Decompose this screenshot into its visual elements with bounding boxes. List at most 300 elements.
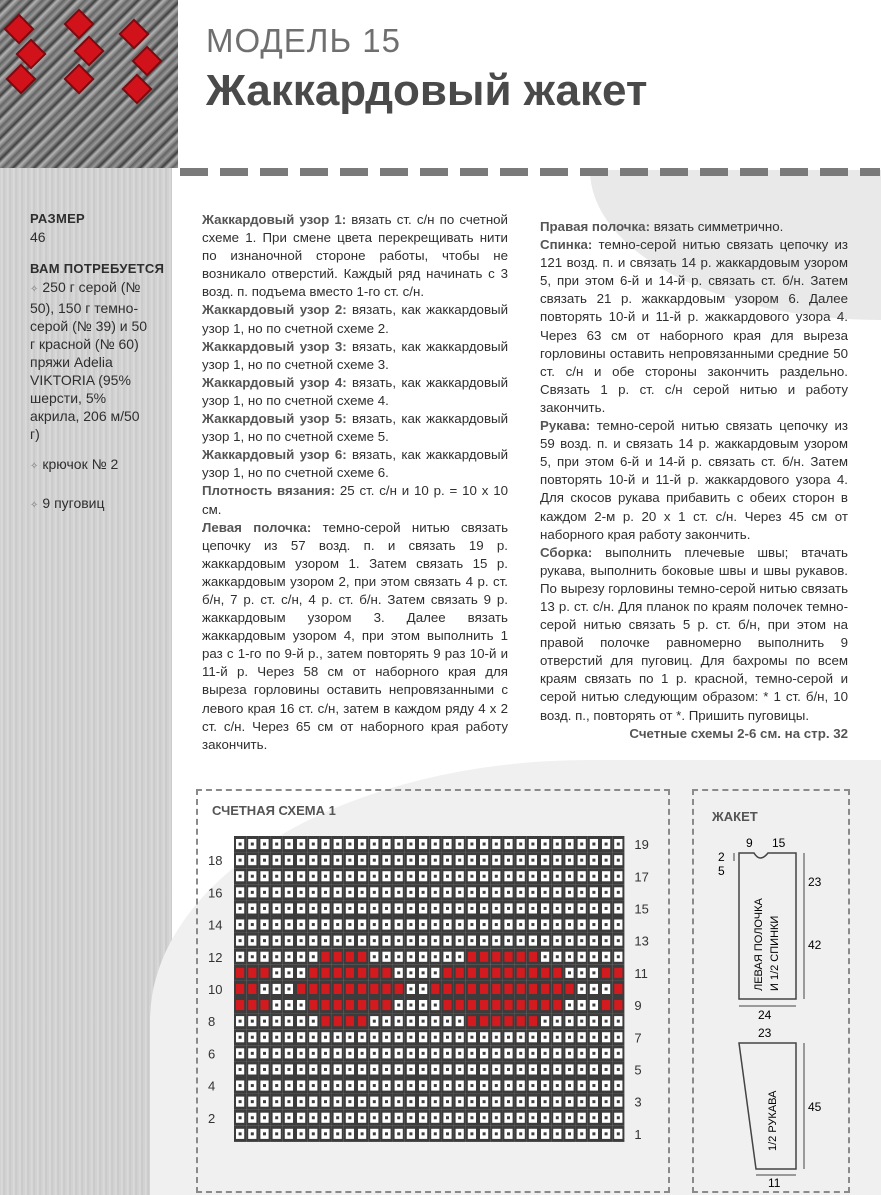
red-diamond-motif [121, 21, 146, 46]
stitch-cell [246, 1078, 258, 1094]
stitch-cell [466, 852, 478, 868]
stitch-cell [612, 949, 624, 965]
stitch-cell [246, 933, 258, 949]
stitch-cell [356, 884, 368, 900]
section-heading: Левая полочка: [202, 519, 312, 535]
stitch-cell [405, 1061, 417, 1077]
stitch-cell [502, 981, 514, 997]
stitch-cell [356, 1094, 368, 1110]
stitch-cell [527, 917, 539, 933]
stitch-cell [246, 981, 258, 997]
stitch-cell [563, 1078, 575, 1094]
stitch-cell [490, 1013, 502, 1029]
stitch-cell [429, 933, 441, 949]
stitch-cell [258, 1078, 270, 1094]
stitch-cell [502, 1126, 514, 1142]
stitch-cell [527, 1110, 539, 1126]
stitch-cell [551, 949, 563, 965]
row-number-label: 11 [634, 965, 648, 981]
stitch-cell [429, 1061, 441, 1077]
row-number-label: 4 [208, 1078, 216, 1094]
stitch-cell [344, 917, 356, 933]
stitch-cell [515, 981, 527, 997]
stitch-cell [576, 981, 588, 997]
stitch-cell [588, 900, 600, 916]
stitch-cell [429, 836, 441, 852]
stitch-cell [576, 1061, 588, 1077]
stitch-cell [356, 1029, 368, 1045]
stitch-cell [405, 949, 417, 965]
stitch-cell [405, 900, 417, 916]
stitch-cell [515, 917, 527, 933]
stitch-cell [271, 1029, 283, 1045]
stitch-cell [466, 1126, 478, 1142]
stitch-cell [576, 965, 588, 981]
stitch-cell [295, 933, 307, 949]
stitch-cell [527, 965, 539, 981]
stitch-cell [234, 1094, 246, 1110]
stitch-cell [588, 949, 600, 965]
stitch-cell [258, 836, 270, 852]
red-diamond-motif [6, 16, 31, 41]
stitch-cell [429, 1029, 441, 1045]
chart-title: СЧЕТНАЯ СХЕМА 1 [212, 803, 336, 818]
section-heading: Жаккардовый узор 3: [202, 338, 347, 354]
stitch-cell [417, 1029, 429, 1045]
stitch-cell [490, 1029, 502, 1045]
stitch-cell [356, 1078, 368, 1094]
stitch-cell [307, 900, 319, 916]
stitch-cell [466, 965, 478, 981]
stitch-cell [393, 900, 405, 916]
stitch-cell [405, 1094, 417, 1110]
red-diamond-motif [8, 66, 33, 91]
stitch-cell [405, 1029, 417, 1045]
stitch-cell [368, 1029, 380, 1045]
row-number-label: 17 [634, 869, 649, 885]
stitch-cell [319, 1013, 331, 1029]
stitch-cell [515, 965, 527, 981]
stitch-cell [393, 868, 405, 884]
stitch-cell [344, 1126, 356, 1142]
stitch-cell [234, 917, 246, 933]
stitch-cell [295, 1126, 307, 1142]
stitch-cell [344, 965, 356, 981]
stitch-cell [393, 1094, 405, 1110]
stitch-cell [454, 852, 466, 868]
stitch-cell [612, 884, 624, 900]
stitch-cell [563, 1061, 575, 1077]
stitch-cell [380, 949, 392, 965]
stitch-cell [527, 1029, 539, 1045]
model-number: МОДЕЛЬ 15 [206, 22, 401, 59]
stitch-cell [319, 836, 331, 852]
stitch-cell [551, 997, 563, 1013]
stitch-cell [344, 884, 356, 900]
stitch-cell [417, 997, 429, 1013]
stitch-cell [429, 1126, 441, 1142]
stitch-cell [344, 997, 356, 1013]
stitch-cell [515, 1078, 527, 1094]
stitch-cell [454, 1126, 466, 1142]
stitch-cell [588, 1126, 600, 1142]
stitch-cell [612, 1061, 624, 1077]
stitch-cell [478, 949, 490, 965]
stitch-cell [478, 1013, 490, 1029]
stitch-cell [295, 1110, 307, 1126]
stitch-cell [234, 933, 246, 949]
stitch-cell [307, 949, 319, 965]
stitch-cell [234, 1013, 246, 1029]
stitch-cell [246, 917, 258, 933]
stitch-cell [283, 868, 295, 884]
page-title: Жаккардовый жакет [206, 66, 648, 115]
stitch-cell [271, 949, 283, 965]
row-number-label: 8 [208, 1014, 216, 1030]
stitch-cell [612, 836, 624, 852]
stitch-cell [441, 852, 453, 868]
stitch-cell [527, 997, 539, 1013]
stitch-cell [551, 1045, 563, 1061]
stitch-cell [588, 852, 600, 868]
stitch-cell [515, 949, 527, 965]
stitch-cell [429, 884, 441, 900]
stitch-cell [295, 981, 307, 997]
stitch-cell [551, 1110, 563, 1126]
stitch-cell [539, 1126, 551, 1142]
stitch-cell [466, 900, 478, 916]
stitch-cell [502, 1029, 514, 1045]
stitch-cell [454, 949, 466, 965]
stitch-cell [393, 981, 405, 997]
stitch-cell [539, 852, 551, 868]
stitch-cell [490, 997, 502, 1013]
stitch-cell [600, 933, 612, 949]
schematic-title: ЖАКЕТ [712, 809, 758, 824]
material-text: 250 г серой (№ 50), 150 г темно-серой (№ 39) и 50 г красной (№ 60) пряжи Adelia VIKTORIA (95% шерсти, 5% акрила, 206 м/50 г) [30, 279, 148, 442]
stitch-cell [478, 981, 490, 997]
section-heading: Рукава: [540, 418, 591, 434]
dim-label: 42 [808, 938, 822, 952]
stitch-cell [600, 997, 612, 1013]
stitch-cell [441, 917, 453, 933]
stitch-cell [588, 997, 600, 1013]
stitch-cell [417, 1061, 429, 1077]
stitch-cell [258, 884, 270, 900]
stitch-cell [380, 1029, 392, 1045]
stitch-cell [563, 949, 575, 965]
stitch-cell [441, 1013, 453, 1029]
front-piece-outline [739, 853, 796, 999]
stitch-cell [332, 981, 344, 997]
stitch-cell [307, 917, 319, 933]
stitch-cell [405, 1126, 417, 1142]
stitch-cell [563, 917, 575, 933]
stitch-cell [478, 997, 490, 1013]
dim-label: 23 [808, 875, 822, 889]
stitch-cell [600, 852, 612, 868]
stitch-cell [283, 836, 295, 852]
stitch-cell [307, 933, 319, 949]
stitch-cell [283, 884, 295, 900]
stitch-cell [307, 1110, 319, 1126]
stitch-cell [600, 900, 612, 916]
stitch-cell [429, 997, 441, 1013]
stitch-cell [393, 1045, 405, 1061]
stitch-cell [441, 933, 453, 949]
stitch-cell [271, 1078, 283, 1094]
stitch-cell [527, 1126, 539, 1142]
stitch-cell [417, 884, 429, 900]
section-heading: Сборка: [540, 544, 593, 560]
stitch-cell [478, 1126, 490, 1142]
stitch-cell [576, 868, 588, 884]
stitch-cell [246, 1110, 258, 1126]
dim-label: 5 [718, 864, 725, 878]
stitch-cell [490, 1110, 502, 1126]
stitch-cell [271, 836, 283, 852]
stitch-cell [454, 884, 466, 900]
stitch-cell [246, 1045, 258, 1061]
stitch-cell [356, 1045, 368, 1061]
dashed-divider [180, 168, 880, 176]
stitch-cell [234, 1110, 246, 1126]
stitch-cell [466, 949, 478, 965]
stitch-cell [551, 1013, 563, 1029]
stitch-cell [283, 1110, 295, 1126]
stitch-cell [551, 1094, 563, 1110]
stitch-cell [246, 1029, 258, 1045]
stitch-cell [246, 997, 258, 1013]
stitch-cell [295, 1029, 307, 1045]
stitch-cell [246, 1094, 258, 1110]
stitch-cell [576, 900, 588, 916]
stitch-cell [490, 836, 502, 852]
size-value: 46 [30, 229, 46, 245]
stitch-cell [307, 868, 319, 884]
stitch-cell [234, 949, 246, 965]
stitch-cell [368, 949, 380, 965]
stitch-cell [441, 965, 453, 981]
section-text: 25 ст. с/н и 10 р. = 10 х 10 см. [202, 483, 508, 517]
stitch-cell [515, 836, 527, 852]
stitch-cell [368, 868, 380, 884]
stitch-cell [417, 1126, 429, 1142]
stitch-cell [515, 1061, 527, 1077]
stitch-cell [539, 1029, 551, 1045]
stitch-cell [612, 900, 624, 916]
stitch-cell [490, 884, 502, 900]
stitch-cell [283, 917, 295, 933]
stitch-cell [551, 836, 563, 852]
dim-label: 15 [772, 836, 786, 850]
stitch-cell [307, 981, 319, 997]
stitch-cell [258, 1045, 270, 1061]
stitch-cell [356, 949, 368, 965]
stitch-cell [600, 949, 612, 965]
section-heading: Спинка: [540, 237, 593, 253]
stitch-cell [515, 1013, 527, 1029]
stitch-cell [417, 949, 429, 965]
stitch-cell [307, 884, 319, 900]
stitch-cell [539, 868, 551, 884]
stitch-cell [563, 852, 575, 868]
stitch-cell [356, 868, 368, 884]
stitch-cell [295, 1045, 307, 1061]
stitch-cell [295, 997, 307, 1013]
stitch-cell [576, 1110, 588, 1126]
stitch-cell [466, 868, 478, 884]
stitch-cell [466, 884, 478, 900]
stitch-cell [563, 900, 575, 916]
stitch-cell [258, 997, 270, 1013]
stitch-cell [454, 1013, 466, 1029]
stitch-cell [490, 949, 502, 965]
stitch-cell [319, 1045, 331, 1061]
stitch-cell [393, 1078, 405, 1094]
stitch-cell [405, 917, 417, 933]
stitch-cell [319, 965, 331, 981]
stitch-cell [368, 852, 380, 868]
stitch-cell [527, 836, 539, 852]
stitch-cell [405, 884, 417, 900]
stitch-cell [258, 852, 270, 868]
section-text: темно-серой нитью связать цепочку из 121 возд. п. и связать 14 р. жаккардовым узором 5, при этом 6-й и 14-й р. связать ст. б/н. Затем связать 21 р. жаккардовым узором 6. Далее повторять 10-й и 11-й р. жаккардового узора 4. Через 63 см от наборного края для выреза горловины оставить непровязанными средние 50 ст. с/н и обе стороны закончить раздельно. Связать 1 р. ст. с/н серой нитью и работу закончить. [540, 237, 848, 415]
stitch-cell [380, 1126, 392, 1142]
stitch-cell [454, 965, 466, 981]
stitch-cell [417, 933, 429, 949]
stitch-cell [576, 917, 588, 933]
stitch-cell [271, 1061, 283, 1077]
stitch-cell [234, 1078, 246, 1094]
stitch-cell [405, 836, 417, 852]
stitch-cell [551, 933, 563, 949]
row-number-label: 2 [208, 1110, 216, 1126]
stitch-cell [441, 1029, 453, 1045]
stitch-cell [588, 1029, 600, 1045]
stitch-cell [405, 981, 417, 997]
stitch-cell [527, 1013, 539, 1029]
stitch-cell [600, 1013, 612, 1029]
stitch-cell [502, 1013, 514, 1029]
stitch-cell [502, 917, 514, 933]
bullet-icon: ✧ [30, 284, 39, 295]
stitch-cell [258, 933, 270, 949]
stitch-cell [612, 1045, 624, 1061]
stitch-cell [368, 1045, 380, 1061]
stitch-cell [283, 1029, 295, 1045]
stitch-cell [478, 852, 490, 868]
stitch-cell [380, 1078, 392, 1094]
stitch-cell [332, 1078, 344, 1094]
row-number-label: 10 [208, 982, 223, 997]
stitch-cell [271, 933, 283, 949]
stitch-cell [393, 1110, 405, 1126]
stitch-cell [307, 1061, 319, 1077]
stitch-cell [612, 933, 624, 949]
stitch-cell [258, 917, 270, 933]
stitch-cell [319, 917, 331, 933]
stitch-cell [344, 1094, 356, 1110]
stitch-cell [490, 1045, 502, 1061]
stitch-cell [490, 1078, 502, 1094]
stitch-cell [454, 1110, 466, 1126]
stitch-cell [380, 997, 392, 1013]
stitch-cell [283, 900, 295, 916]
stitch-cell [283, 1013, 295, 1029]
stitch-cell [258, 1094, 270, 1110]
stitch-cell [319, 884, 331, 900]
stitch-cell [515, 933, 527, 949]
stitch-cell [332, 852, 344, 868]
stitch-cell [295, 1013, 307, 1029]
stitch-cell [600, 1061, 612, 1077]
stitch-cell [576, 884, 588, 900]
stitch-cell [502, 997, 514, 1013]
stitch-cell [393, 1061, 405, 1077]
stitch-cell [307, 997, 319, 1013]
stitch-cell [380, 1094, 392, 1110]
section-text: темно-серой нитью связать цепочку из 57 возд. п. и связать 19 р. жаккардовым узором 1. Затем связать 15 р. жаккардовым узором 2, при этом связать 4 р. ст. б/н, 7 р. ст. с/н, 4 р. ст. б/н. Затем связать 9 р. жаккардовым узором 3. Далее вязать жаккардовым узором 4, при этом выполнить 1 раз с 1-го по 9-й р., затем повторять 9 раз 10-й и 11-й р. Через 58 см от наборного края для выреза горловины оставить непровязанными с левого края 16 ст. с/н, затем в каждом ряду 4 х 2 ст. с/н. Через 65 см от наборного края работу закончить. [202, 519, 508, 752]
stitch-cell [344, 1013, 356, 1029]
stitch-cell [319, 1029, 331, 1045]
stitch-cell [380, 965, 392, 981]
stitch-cell [600, 981, 612, 997]
stitch-cell [258, 1110, 270, 1126]
stitch-cell [234, 852, 246, 868]
stitch-cell [295, 1078, 307, 1094]
stitch-cell [588, 1013, 600, 1029]
stitch-cell [356, 1061, 368, 1077]
section-text: вязать симметрично. [650, 219, 784, 234]
stitch-cell [344, 1078, 356, 1094]
stitch-cell [502, 933, 514, 949]
stitch-cell [429, 1013, 441, 1029]
stitch-cell [441, 884, 453, 900]
stitch-cell [356, 900, 368, 916]
stitch-cell [515, 997, 527, 1013]
stitch-cell [307, 1029, 319, 1045]
stitch-cell [454, 1061, 466, 1077]
stitch-cell [612, 1013, 624, 1029]
stitch-cell [283, 997, 295, 1013]
stitch-cell [539, 1013, 551, 1029]
stitch-cell [502, 1078, 514, 1094]
stitch-cell [319, 852, 331, 868]
stitch-cell [356, 917, 368, 933]
stitch-cell [380, 917, 392, 933]
material-text: 9 пуговиц [42, 495, 105, 511]
stitch-cell [454, 1094, 466, 1110]
stitch-cell [515, 868, 527, 884]
stitch-cell [295, 836, 307, 852]
stitch-cell [502, 949, 514, 965]
stitch-cell [478, 1094, 490, 1110]
stitch-cell [234, 1029, 246, 1045]
stitch-cell [588, 981, 600, 997]
stitch-cell [588, 933, 600, 949]
stitch-cell [234, 900, 246, 916]
front-piece-label: И 1/2 СПИНКИ [769, 915, 781, 991]
stitch-cell [295, 965, 307, 981]
stitch-cell [563, 981, 575, 997]
stitch-cell [515, 1094, 527, 1110]
stitch-cell [576, 997, 588, 1013]
stitch-cell [246, 852, 258, 868]
stitch-cell [551, 1126, 563, 1142]
stitch-cell [576, 1013, 588, 1029]
stitch-cell [234, 965, 246, 981]
